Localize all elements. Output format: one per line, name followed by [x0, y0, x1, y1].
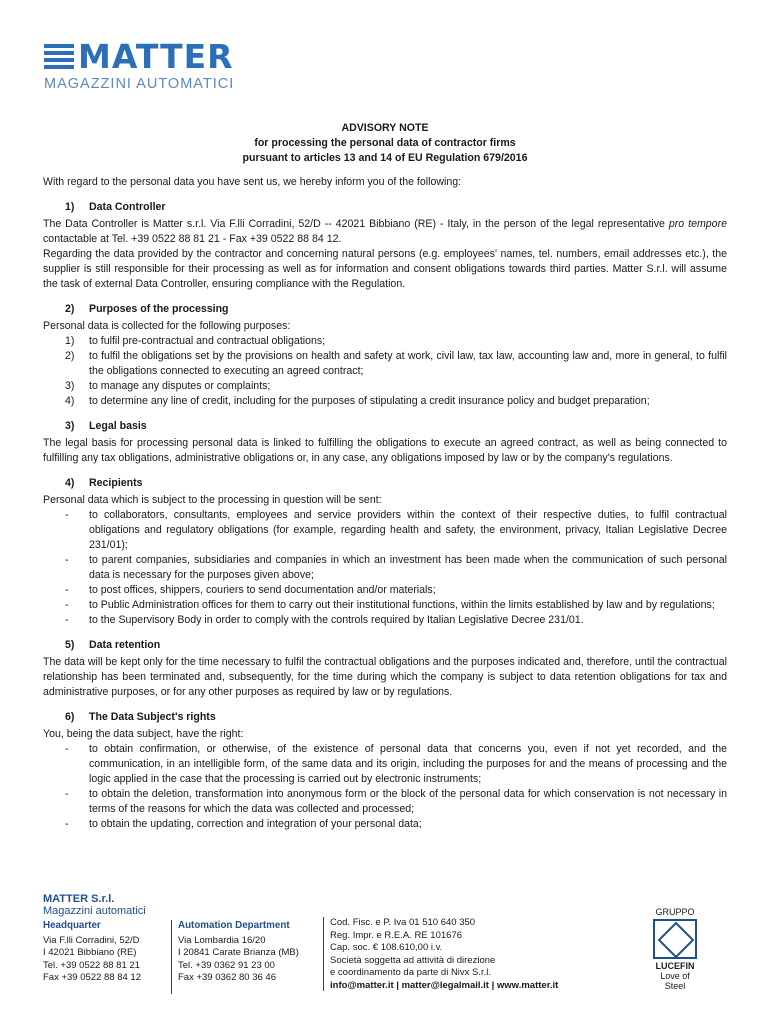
controller-paragraph: The Data Controller is Matter s.r.l. Via F.lli Corradini, 52/D -- 42021 Bibbiano (RE) - Italy, in the person of the legal representative pro tempore contactable at Tel. +39 0522 88 81 21 - Fax +39 0522 88 84 12. [43, 218, 727, 245]
letterhead-footer [43, 893, 727, 1003]
contractor-paragraph: Regarding the data provided by the contractor and concerning natural persons (e.g. employees' names, tel. numbers, email addresses etc.), the supplier is still responsible for their processing as well as for information and consent obligations towards third parties. Matter S.r.l. will assume the task of external Data Controller, ensuring compliance with the Regulation. [43, 248, 727, 290]
footer-company-name: MATTER S.r.l. [43, 893, 115, 905]
document-title [43, 121, 727, 166]
purposes-lead: Personal data is collected for the following purposes: [43, 320, 291, 332]
footer-hq-heading: Headquarter [43, 920, 101, 931]
logo-wordmark: MATTER [78, 37, 234, 76]
footer-auto-line: Via Lombardia 16/20 [178, 934, 266, 946]
title-line-3: pursuant to articles 13 and 14 of EU Regulation 679/2016 [242, 152, 528, 164]
footer-auto-line: Fax +39 0362 80 36 46 [178, 972, 276, 983]
footer-company-sub: Magazzini automatici [43, 905, 146, 917]
section-data-retention [43, 638, 727, 700]
section-heading: 5) Data retention [65, 639, 161, 651]
section-heading: 4) Recipients [65, 477, 143, 489]
group-tagline: Love of Steel [660, 971, 690, 991]
section-heading: 1) Data Controller [65, 201, 166, 213]
legal-basis-paragraph: The legal basis for processing personal data is linked to fulfilling the obligations to execute an agreed contract, as well as being connected to fulfilling any tax obligations, administrative obligations or, in any case, any obligations imposed by law or by the company's regulations. [43, 437, 727, 464]
footer-hq-line: Via F.lli Corradini, 52/D [43, 934, 140, 946]
list-item: 1) to fulfil pre-contractual and contractual obligations; [65, 335, 326, 347]
footer-auto-heading: Automation Department [178, 920, 290, 931]
footer-hq-line: I 42021 Bibbiano (RE) [43, 947, 137, 958]
lucefin-group-logo [649, 907, 701, 991]
recipients-list [43, 508, 727, 628]
footer-auto-line: Tel. +39 0362 91 23 00 [178, 959, 275, 971]
section-purposes [43, 302, 727, 409]
list-item: 2) to fulfil the obligations set by the provisions on health and safety at work, civil law, tax law, accounting law and, more in general, to fulfil the obligations connected to executing an agreed contract; [65, 350, 727, 377]
purposes-list [43, 334, 727, 409]
rights-list [43, 742, 727, 832]
footer-hq-line: Tel. +39 0522 88 81 21 [43, 959, 140, 971]
footer-headquarter [43, 920, 141, 985]
list-item: 4) to determine any line of credit, including for the purposes of stipulating a credit insurance policy and budget preparation; [65, 395, 650, 407]
footer-legal-line: Reg. Impr. e R.E.A. RE 101676 [330, 929, 463, 941]
section-legal-basis [43, 419, 727, 466]
list-item: - to parent companies, subsidiaries and companies in which an investment has been made when the communication of such personal data is necessary for the purposes given above; [65, 554, 727, 581]
title-line-2: for processing the personal data of contractor firms [254, 137, 516, 149]
list-item: - to obtain the deletion, transformation into anonymous form or the block of the personal data for which conservation is not necessary in terms of the reasons for which the data was collected and processed; [65, 788, 727, 815]
footer-company [43, 893, 146, 917]
rights-lead: You, being the data subject, have the right: [43, 728, 244, 740]
logo-subtitle: MAGAZZINI AUTOMATICI [44, 76, 235, 92]
footer-contacts-links[interactable]: info@matter.it | matter@legalmail.it | www.matter.it [330, 979, 559, 991]
footer-legal-info [323, 917, 558, 991]
document-body [43, 121, 727, 832]
retention-paragraph: The data will be kept only for the time necessary to fulfil the contractual obligations and the purposes indicated and, therefore, until the contractual relationship has been terminated and, subsequently, for the time during which the company is subject to data retention obligations for tax and administrative purposes, or for any other purposes as required by law or by regulations. [43, 656, 727, 698]
list-item: - to Public Administration offices for them to carry out their institutional functions, within the limits established by law and by regulations; [65, 599, 715, 611]
section-heading: 2) Purposes of the processing [65, 303, 229, 315]
logo-bars-icon [44, 42, 74, 72]
section-data-controller [43, 200, 727, 292]
footer-legal-line: Cod. Fisc. e P. Iva 01 510 640 350 [330, 917, 476, 928]
footer-auto-line: I 20841 Carate Brianza (MB) [178, 947, 299, 958]
list-item: - to post offices, shippers, couriers to send documentation and/or materials; [65, 584, 436, 596]
footer-legal-line: Cap. soc. € 108.610,00 i.v. [330, 942, 443, 953]
footer-legal-line: Società soggetta ad attività di direzione [330, 954, 496, 966]
section-heading: 3) Legal basis [65, 420, 147, 432]
recipients-lead: Personal data which is subject to the processing in question will be sent: [43, 494, 382, 506]
footer-legal-line: e coordinamento da parte di Nivx S.r.l. [330, 967, 492, 978]
footer-hq-line: Fax +39 0522 88 84 12 [43, 972, 141, 983]
list-item: - to collaborators, consultants, employees and service providers within the context of their respective duties, to fulfil contractual obligations and regulatory obligations (for example, regarding health and safety, the environment, privacy, Italian Legislative Decree 231/01); [65, 509, 727, 551]
intro-paragraph: With regard to the personal data you have sent us, we hereby inform you of the following: [43, 176, 462, 188]
list-item: - to the Supervisory Body in order to comply with the controls required by Italian Legislative Decree 231/01. [65, 614, 584, 626]
list-item: - to obtain the updating, correction and integration of your personal data; [65, 818, 422, 830]
matter-logo [44, 37, 235, 92]
list-item: - to obtain confirmation, or otherwise, of the existence of personal data that concerns you, even if not yet recorded, and the communication, in an intelligible form, of the same data and its origin, including the purposes for and the means of processing and the logic applied in the case that the processing is carried out by electronic instruments; [65, 743, 727, 785]
footer-automation-dept [171, 920, 299, 994]
lucefin-emblem-icon [653, 919, 697, 959]
group-label: GRUPPO [655, 907, 695, 917]
section-recipients [43, 476, 727, 628]
section-subject-rights [43, 710, 727, 832]
section-heading: 6) The Data Subject's rights [65, 711, 216, 723]
list-item: 3) to manage any disputes or complaints; [65, 380, 271, 392]
title-line-1: ADVISORY NOTE [341, 122, 429, 134]
group-name: LUCEFIN [655, 961, 695, 971]
